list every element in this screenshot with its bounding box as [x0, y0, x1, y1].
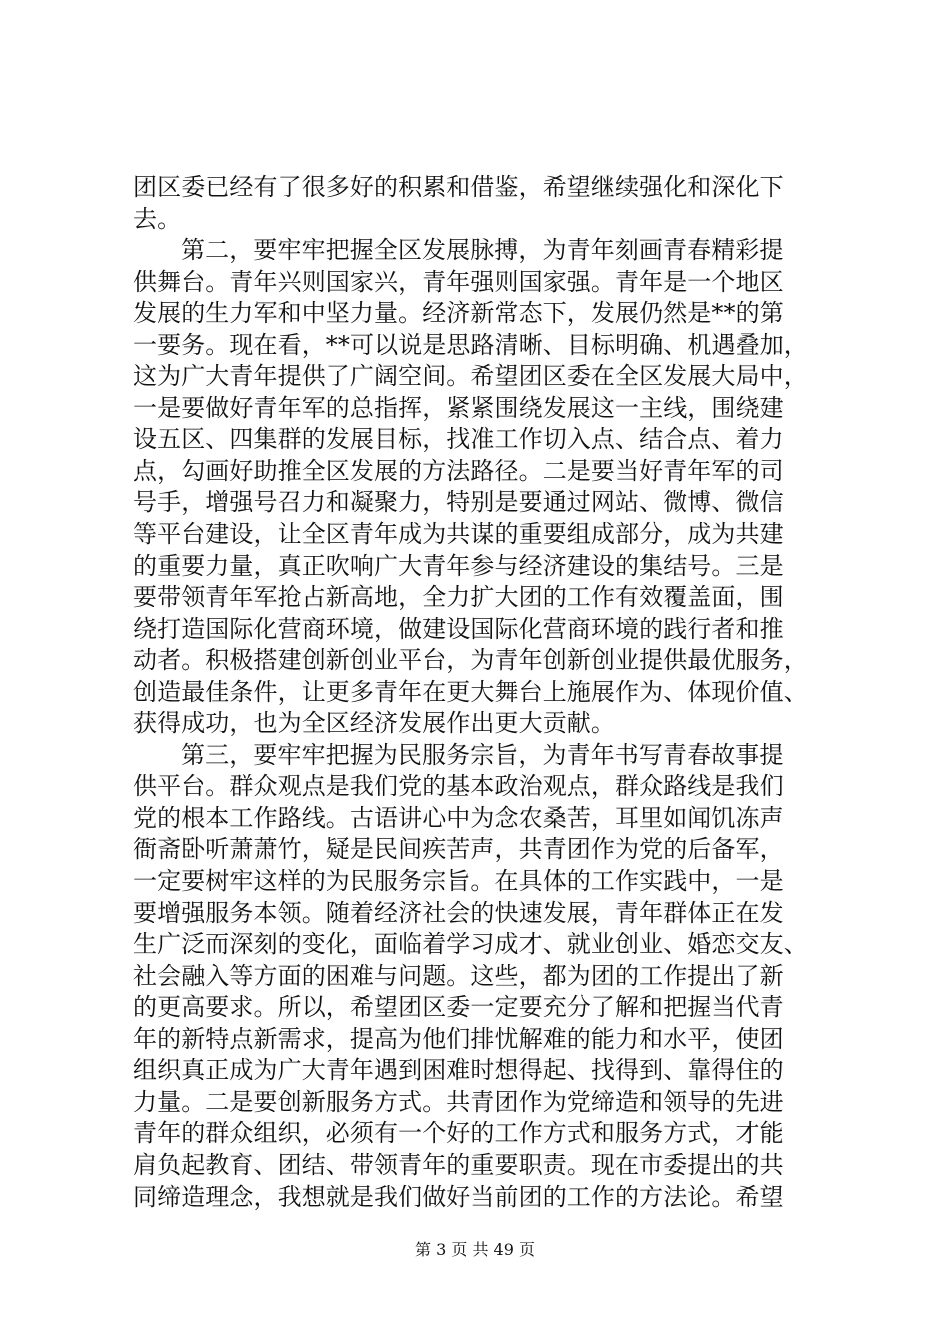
text-line: 青年的群众组织，必须有一个好的工作方式和服务方式，才能: [133, 1119, 784, 1148]
text-line: 衙斋卧听萧萧竹，疑是民间疾苦声，共青团作为党的后备军，: [133, 835, 784, 864]
text-line: 要带领青年军抢占新高地，全力扩大团的工作有效覆盖面，围: [133, 583, 784, 612]
paragraph-second-point: [133, 235, 833, 740]
text-line: 党的根本工作路线。古语讲心中为念农桑苦，耳里如闻饥冻声: [133, 803, 784, 832]
text-line: 力量。二是要创新服务方式。共青团作为党缔造和领导的先进: [133, 1087, 784, 1116]
text-line: 年的新特点新需求，提高为他们排忧解难的能力和水平，使团: [133, 1024, 784, 1053]
text-line: 组织真正成为广大青年遇到困难时想得起、找得到、靠得住的: [133, 1056, 784, 1085]
text-line: 肩负起教育、团结、带领青年的重要职责。现在市委提出的共: [133, 1150, 784, 1179]
text-line: 的更高要求。所以，希望团区委一定要充分了解和把握当代青: [133, 993, 784, 1022]
text-line: 供平台。群众观点是我们党的基本政治观点，群众路线是我们: [133, 772, 784, 801]
text-line: 点，勾画好助推全区发展的方法路径。二是要当好青年军的司: [133, 456, 784, 485]
text-line: 供舞台。青年兴则国家兴，青年强则国家强。青年是一个地区: [133, 267, 784, 296]
text-line: 等平台建设，让全区青年成为共谋的重要组成部分，成为共建: [133, 520, 784, 549]
page-number-footer: 第 3 页 共 49 页: [415, 1240, 535, 1259]
document-body: [133, 172, 833, 1213]
text-line: 一定要树牢这样的为民服务宗旨。在具体的工作实践中，一是: [133, 867, 784, 896]
text-line: 团区委已经有了很多好的积累和借鉴，希望继续强化和深化下: [133, 173, 784, 201]
paragraph-continuation: [133, 172, 833, 235]
text-line: 绕打造国际化营商环境，做建设国际化营商环境的践行者和推: [133, 614, 784, 643]
text-line: 第三，要牢牢把握为民服务宗旨，为青年书写青春故事提: [181, 740, 784, 769]
text-line: 创造最佳条件，让更多青年在更大舞台上施展作为、体现价值、: [133, 677, 808, 706]
text-line: 发展的生力军和中坚力量。经济新常态下，发展仍然是**的第: [133, 299, 784, 328]
paragraph-third-point: [133, 740, 833, 1213]
text-line: 一是要做好青年军的总指挥，紧紧围绕发展这一主线，围绕建: [133, 393, 784, 422]
text-line: 这为广大青年提供了广阔空间。希望团区委在全区发展大局中，: [133, 362, 808, 391]
text-line: 社会融入等方面的困难与问题。这些，都为团的工作提出了新: [133, 961, 784, 990]
text-line: 动者。积极搭建创新创业平台，为青年创新创业提供最优服务，: [133, 646, 808, 675]
text-line: 获得成功，也为全区经济发展作出更大贡献。: [133, 709, 615, 738]
text-line: 设五区、四集群的发展目标，找准工作切入点、结合点、着力: [133, 425, 784, 454]
text-line: 第二，要牢牢把握全区发展脉搏，为青年刻画青春精彩提: [181, 236, 784, 265]
text-line: 同缔造理念，我想就是我们做好当前团的工作的方法论。希望: [133, 1182, 784, 1211]
text-line: 的重要力量，真正吹响广大青年参与经济建设的集结号。三是: [133, 551, 784, 580]
text-line: 生广泛而深刻的变化，面临着学习成才、就业创业、婚恋交友、: [133, 930, 808, 959]
text-line: 号手，增强号召力和凝聚力，特别是要通过网站、微博、微信: [133, 488, 784, 517]
text-line: 去。: [133, 204, 182, 233]
text-line: 一要务。现在看，**可以说是思路清晰、目标明确、机遇叠加，: [133, 330, 808, 359]
text-line: 要增强服务本领。随着经济社会的快速发展，青年群体正在发: [133, 898, 784, 927]
